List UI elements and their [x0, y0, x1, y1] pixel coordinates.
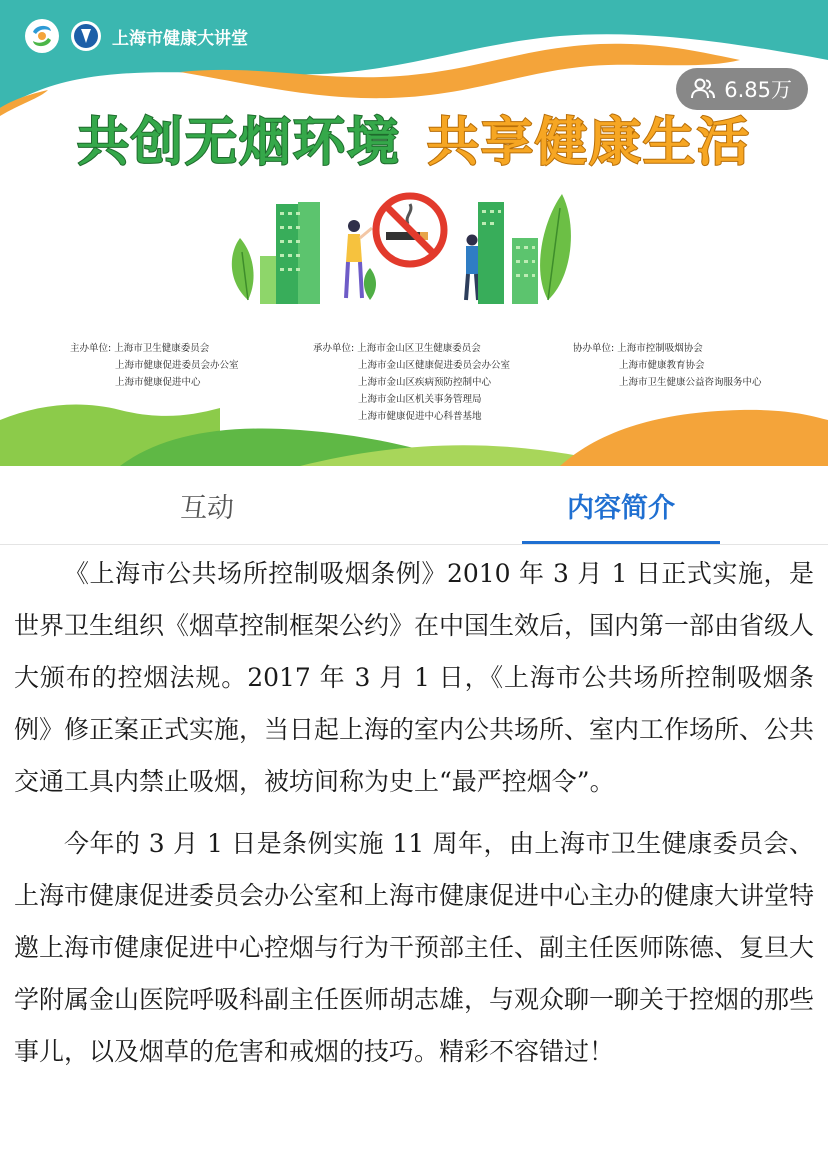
- people-icon: [690, 76, 716, 102]
- co-organizer-role-label: 协办单位:: [573, 343, 615, 354]
- host-org: 上海市健康促进委员会办公室: [115, 360, 239, 371]
- event-banner: [0, 0, 828, 466]
- banner-logos: [24, 18, 248, 54]
- organizer-org: 上海市金山区卫生健康委员会: [357, 343, 481, 354]
- article-paragraph: 《上海市公共场所控制吸烟条例》2010 年 3 月 1 日正式实施，是世界卫生组织《烟草控制框架公约》在中国生效后，国内第一部由省级人大颁布的控烟法规。2017 年 3 月 1 日，《上海市公共场所控制吸烟条例》修正案正式实施，当日起上海的室内公共场所、室内工作场所、公共交通工具内禁止吸烟，被坊间称为史上“最严控烟令”。: [14, 559, 815, 796]
- article-paragraph: 今年的 3 月 1 日是条例实施 11 周年，由上海市卫生健康委员会、上海市健康促进委员会办公室和上海市健康促进中心主办的健康大讲堂特邀上海市健康促进中心控烟与行为干预部主任、副主任医师陈德、复旦大学附属金山医院呼吸科副主任医师胡志雄，与观众聊一聊关于控烟的那些事儿，以及烟草的危害和戒烟的技巧。精彩不容错过！: [14, 829, 815, 1066]
- headline-part1: 共创无烟环境: [76, 113, 401, 173]
- organizer-org: 上海市金山区疾病预防控制中心: [358, 377, 492, 388]
- organizer-org: 上海市健康促进中心科普基地: [358, 411, 482, 422]
- host-role-label: 主办单位:: [70, 343, 112, 354]
- co-organizer-sponsors: [573, 340, 762, 391]
- no-smoking-illustration: [220, 182, 600, 310]
- organizer-org: 上海市金山区机关事务管理局: [358, 394, 482, 405]
- host-org: 上海市健康促进中心: [115, 377, 201, 388]
- organizer-sponsors: [313, 340, 510, 425]
- active-tab-indicator: [522, 541, 720, 544]
- banner-logo-text: 上海市健康大讲堂: [112, 28, 248, 49]
- headline-part2: 共享健康生活: [427, 113, 752, 173]
- health-promotion-logo-icon: [24, 18, 60, 54]
- co-organizer-org: 上海市健康教育协会: [619, 360, 705, 371]
- lecture-hall-logo-icon: [70, 20, 102, 52]
- host-org: 上海市卫生健康委员会: [114, 343, 210, 354]
- content-tabs: [0, 466, 828, 545]
- no-smoking-icon: [376, 196, 444, 264]
- host-sponsors: [70, 340, 239, 391]
- co-organizer-org: 上海市控制吸烟协会: [617, 343, 703, 354]
- co-organizer-org: 上海市卫生健康公益咨询服务中心: [619, 377, 762, 388]
- viewer-count: 6.85万: [724, 78, 792, 102]
- organizer-org: 上海市金山区健康促进委员会办公室: [358, 360, 511, 371]
- organizer-role-label: 承办单位:: [313, 343, 355, 354]
- intro-article: [14, 548, 814, 1088]
- tab-interact[interactable]: 互动: [180, 492, 234, 524]
- tab-intro[interactable]: 内容简介: [567, 492, 675, 524]
- banner-headline: [0, 100, 828, 175]
